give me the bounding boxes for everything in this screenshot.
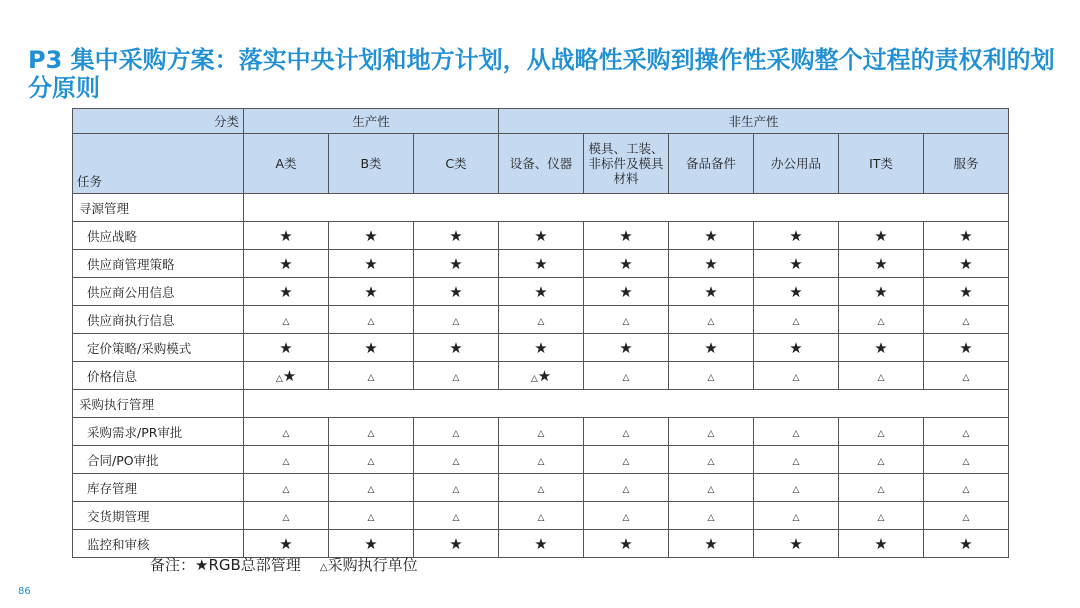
marker-cell	[839, 446, 924, 474]
note-prefix: 备注：	[150, 556, 196, 574]
star-icon: ★	[534, 534, 548, 553]
marker-cell	[244, 222, 329, 250]
triangle-icon: △	[537, 457, 545, 467]
marker-cell	[244, 278, 329, 306]
triangle-icon: △	[282, 429, 290, 439]
task-label: 定价策略/采购模式	[73, 334, 244, 362]
section-row	[73, 390, 1009, 418]
marker-cell	[499, 306, 584, 334]
star-icon: ★	[704, 282, 718, 301]
star-icon: ★	[279, 282, 293, 301]
triangle-icon: △	[792, 485, 800, 495]
triangle-icon: △	[877, 485, 885, 495]
table-row	[73, 334, 1009, 362]
triangle-icon: △	[530, 373, 538, 384]
triangle-icon: △	[707, 373, 715, 383]
triangle-icon: △	[707, 429, 715, 439]
note-star-label: RGB总部管理	[208, 556, 301, 574]
triangle-icon: △	[962, 429, 970, 439]
marker-cell	[329, 502, 414, 530]
marker-cell	[754, 474, 839, 502]
triangle-icon: △	[452, 373, 460, 383]
marker-cell	[924, 362, 1009, 390]
table-row	[73, 306, 1009, 334]
marker-cell	[669, 278, 754, 306]
triangle-icon: △	[877, 429, 885, 439]
table-row	[73, 502, 1009, 530]
triangle-icon: △	[367, 457, 375, 467]
marker-cell	[499, 334, 584, 362]
star-icon: ★	[704, 338, 718, 357]
marker-cell	[839, 502, 924, 530]
triangle-icon: △	[962, 485, 970, 495]
marker-cell	[669, 474, 754, 502]
triangle-icon: △	[452, 317, 460, 327]
star-icon: ★	[874, 254, 888, 273]
triangle-icon: △	[792, 513, 800, 523]
marker-cell	[754, 306, 839, 334]
star-icon: ★	[959, 534, 973, 553]
column-header: 服务	[924, 134, 1009, 194]
marker-cell	[839, 278, 924, 306]
marker-cell	[499, 530, 584, 558]
column-header: C类	[414, 134, 499, 194]
star-icon: ★	[449, 254, 463, 273]
star-icon: ★	[619, 254, 633, 273]
legend-note	[150, 554, 418, 575]
section-title: 寻源管理	[73, 194, 244, 222]
star-icon: ★	[789, 226, 803, 245]
marker-cell	[584, 250, 669, 278]
marker-cell	[414, 474, 499, 502]
triangle-icon: △	[877, 373, 885, 383]
marker-cell	[414, 278, 499, 306]
marker-cell	[669, 306, 754, 334]
triangle-icon: △	[962, 513, 970, 523]
marker-cell	[924, 306, 1009, 334]
triangle-icon: △	[319, 562, 328, 573]
marker-cell	[414, 502, 499, 530]
triangle-icon: △	[367, 317, 375, 327]
star-icon: ★	[449, 534, 463, 553]
star-icon: ★	[364, 254, 378, 273]
task-label: 采购需求/PR审批	[73, 418, 244, 446]
task-label: 供应战略	[73, 222, 244, 250]
marker-cell	[329, 362, 414, 390]
marker-cell	[669, 530, 754, 558]
marker-cell	[499, 362, 584, 390]
marker-cell	[499, 250, 584, 278]
task-label: 交货期管理	[73, 502, 244, 530]
triangle-icon: △	[877, 317, 885, 327]
table-row	[73, 474, 1009, 502]
marker-cell	[924, 530, 1009, 558]
task-label: 价格信息	[73, 362, 244, 390]
triangle-icon: △	[622, 317, 630, 327]
marker-cell	[669, 222, 754, 250]
star-icon: ★	[279, 338, 293, 357]
marker-cell	[499, 222, 584, 250]
star-icon: ★	[959, 282, 973, 301]
triangle-icon: △	[622, 485, 630, 495]
section-title: 采购执行管理	[73, 390, 244, 418]
triangle-icon: △	[367, 485, 375, 495]
marker-cell	[924, 474, 1009, 502]
star-icon: ★	[279, 226, 293, 245]
star-icon: ★	[704, 254, 718, 273]
triangle-icon: △	[367, 429, 375, 439]
page-title: P3 集中采购方案：落实中央计划和地方计划，从战略性采购到操作性采购整个过程的责权利的划分原则	[28, 46, 1055, 102]
marker-cell	[414, 446, 499, 474]
triangle-icon: △	[282, 457, 290, 467]
marker-cell	[669, 250, 754, 278]
marker-cell	[584, 362, 669, 390]
task-label: 供应商执行信息	[73, 306, 244, 334]
marker-cell	[414, 222, 499, 250]
triangle-icon: △	[962, 373, 970, 383]
triangle-icon: △	[707, 317, 715, 327]
task-label: 监控和审核	[73, 530, 244, 558]
column-header: IT类	[839, 134, 924, 194]
marker-cell	[329, 306, 414, 334]
star-icon: ★	[534, 226, 548, 245]
marker-cell	[499, 418, 584, 446]
triangle-icon: △	[622, 513, 630, 523]
marker-cell	[584, 446, 669, 474]
table-row	[73, 446, 1009, 474]
star-icon: ★	[449, 282, 463, 301]
star-icon: ★	[534, 338, 548, 357]
star-icon: ★	[534, 282, 548, 301]
marker-cell	[414, 250, 499, 278]
marker-cell	[924, 446, 1009, 474]
marker-cell	[839, 418, 924, 446]
star-icon: ★	[364, 534, 378, 553]
marker-cell	[669, 502, 754, 530]
triangle-icon: △	[622, 429, 630, 439]
marker-cell	[754, 530, 839, 558]
marker-cell	[754, 222, 839, 250]
page-number: 86	[18, 586, 31, 597]
star-icon: ★	[874, 282, 888, 301]
column-header: 模具、工装、非标件及模具材料	[584, 134, 669, 194]
triangle-icon: △	[452, 429, 460, 439]
marker-cell	[839, 362, 924, 390]
star-icon: ★	[279, 534, 293, 553]
star-icon: ★	[704, 226, 718, 245]
column-header: B类	[329, 134, 414, 194]
star-icon: ★	[874, 534, 888, 553]
marker-cell	[839, 334, 924, 362]
triangle-icon: △	[962, 457, 970, 467]
triangle-icon: △	[275, 373, 283, 384]
marker-cell	[669, 334, 754, 362]
star-icon: ★	[874, 226, 888, 245]
triangle-icon: △	[707, 457, 715, 467]
star-icon: ★	[959, 254, 973, 273]
star-icon: ★	[619, 226, 633, 245]
triangle-icon: △	[537, 485, 545, 495]
triangle-icon: △	[792, 317, 800, 327]
marker-cell	[584, 502, 669, 530]
triangle-icon: △	[282, 485, 290, 495]
marker-cell	[924, 222, 1009, 250]
marker-cell	[414, 362, 499, 390]
star-icon: ★	[874, 338, 888, 357]
triangle-icon: △	[282, 317, 290, 327]
star-icon: ★	[619, 534, 633, 553]
marker-cell	[244, 334, 329, 362]
responsibility-table	[72, 108, 1009, 558]
marker-cell	[329, 474, 414, 502]
group-header-nonproduction: 非生产性	[499, 109, 1009, 134]
section-row	[73, 194, 1009, 222]
star-icon: ★	[959, 338, 973, 357]
marker-cell	[839, 306, 924, 334]
task-label: 合同/PO审批	[73, 446, 244, 474]
marker-cell	[499, 278, 584, 306]
marker-cell	[754, 446, 839, 474]
triangle-icon: △	[537, 317, 545, 327]
task-label: 库存管理	[73, 474, 244, 502]
triangle-icon: △	[452, 457, 460, 467]
star-icon: ★	[959, 226, 973, 245]
star-icon: ★	[449, 226, 463, 245]
marker-cell	[669, 362, 754, 390]
star-icon: ★	[789, 338, 803, 357]
star-icon: ★	[534, 254, 548, 273]
marker-cell	[244, 362, 329, 390]
note-triangle-label: 采购执行单位	[327, 556, 418, 574]
star-icon: ★	[789, 282, 803, 301]
triangle-icon: △	[282, 513, 290, 523]
marker-cell	[244, 418, 329, 446]
marker-cell	[924, 278, 1009, 306]
marker-cell	[244, 474, 329, 502]
triangle-icon: △	[707, 513, 715, 523]
column-header: 备品备件	[669, 134, 754, 194]
marker-cell	[924, 334, 1009, 362]
marker-cell	[584, 418, 669, 446]
triangle-icon: △	[452, 513, 460, 523]
table-row	[73, 250, 1009, 278]
group-header-production: 生产性	[244, 109, 499, 134]
triangle-icon: △	[707, 485, 715, 495]
star-icon: ★	[449, 338, 463, 357]
marker-cell	[839, 250, 924, 278]
marker-cell	[924, 502, 1009, 530]
triangle-icon: △	[792, 373, 800, 383]
table-row	[73, 278, 1009, 306]
star-icon: ★	[279, 254, 293, 273]
triangle-icon: △	[962, 317, 970, 327]
marker-cell	[584, 334, 669, 362]
marker-cell	[499, 502, 584, 530]
marker-cell	[669, 446, 754, 474]
triangle-icon: △	[792, 457, 800, 467]
triangle-icon: △	[877, 513, 885, 523]
star-icon: ★	[789, 254, 803, 273]
star-icon: ★	[364, 226, 378, 245]
marker-cell	[754, 418, 839, 446]
marker-cell	[584, 222, 669, 250]
column-header: 设备、仪器	[499, 134, 584, 194]
task-label: 供应商管理策略	[73, 250, 244, 278]
table-row	[73, 362, 1009, 390]
star-icon: ★	[789, 534, 803, 553]
marker-cell	[754, 502, 839, 530]
marker-cell	[669, 418, 754, 446]
table-row	[73, 418, 1009, 446]
empty-cell	[244, 390, 1009, 418]
marker-cell	[499, 474, 584, 502]
task-label: 供应商公用信息	[73, 278, 244, 306]
table-row	[73, 222, 1009, 250]
marker-cell	[329, 418, 414, 446]
marker-cell	[754, 334, 839, 362]
marker-cell	[414, 530, 499, 558]
marker-cell	[584, 530, 669, 558]
marker-cell	[924, 418, 1009, 446]
marker-cell	[754, 250, 839, 278]
marker-cell	[414, 334, 499, 362]
marker-cell	[414, 418, 499, 446]
marker-cell	[414, 306, 499, 334]
empty-cell	[244, 194, 1009, 222]
marker-cell	[839, 530, 924, 558]
marker-cell	[754, 278, 839, 306]
marker-cell	[584, 474, 669, 502]
category-header: 分类	[73, 109, 244, 134]
column-header: 办公用品	[754, 134, 839, 194]
triangle-icon: △	[367, 513, 375, 523]
marker-cell	[329, 278, 414, 306]
triangle-icon: △	[622, 373, 630, 383]
star-icon: ★	[282, 366, 297, 385]
triangle-icon: △	[792, 429, 800, 439]
marker-cell	[244, 502, 329, 530]
task-header: 任务	[73, 134, 244, 194]
marker-cell	[329, 446, 414, 474]
star-icon: ★	[195, 556, 209, 574]
marker-cell	[584, 306, 669, 334]
triangle-icon: △	[367, 373, 375, 383]
marker-cell	[924, 250, 1009, 278]
triangle-icon: △	[622, 457, 630, 467]
triangle-icon: △	[452, 485, 460, 495]
marker-cell	[839, 474, 924, 502]
star-icon: ★	[619, 282, 633, 301]
star-icon: ★	[619, 338, 633, 357]
star-icon: ★	[537, 366, 552, 385]
marker-cell	[244, 306, 329, 334]
marker-cell	[754, 362, 839, 390]
star-icon: ★	[364, 282, 378, 301]
marker-cell	[244, 446, 329, 474]
star-icon: ★	[364, 338, 378, 357]
marker-cell	[329, 334, 414, 362]
marker-cell	[584, 278, 669, 306]
star-icon: ★	[704, 534, 718, 553]
marker-cell	[329, 222, 414, 250]
marker-cell	[499, 446, 584, 474]
triangle-icon: △	[537, 513, 545, 523]
marker-cell	[839, 222, 924, 250]
marker-cell	[329, 250, 414, 278]
triangle-icon: △	[877, 457, 885, 467]
marker-cell	[244, 250, 329, 278]
triangle-icon: △	[537, 429, 545, 439]
column-header: A类	[244, 134, 329, 194]
